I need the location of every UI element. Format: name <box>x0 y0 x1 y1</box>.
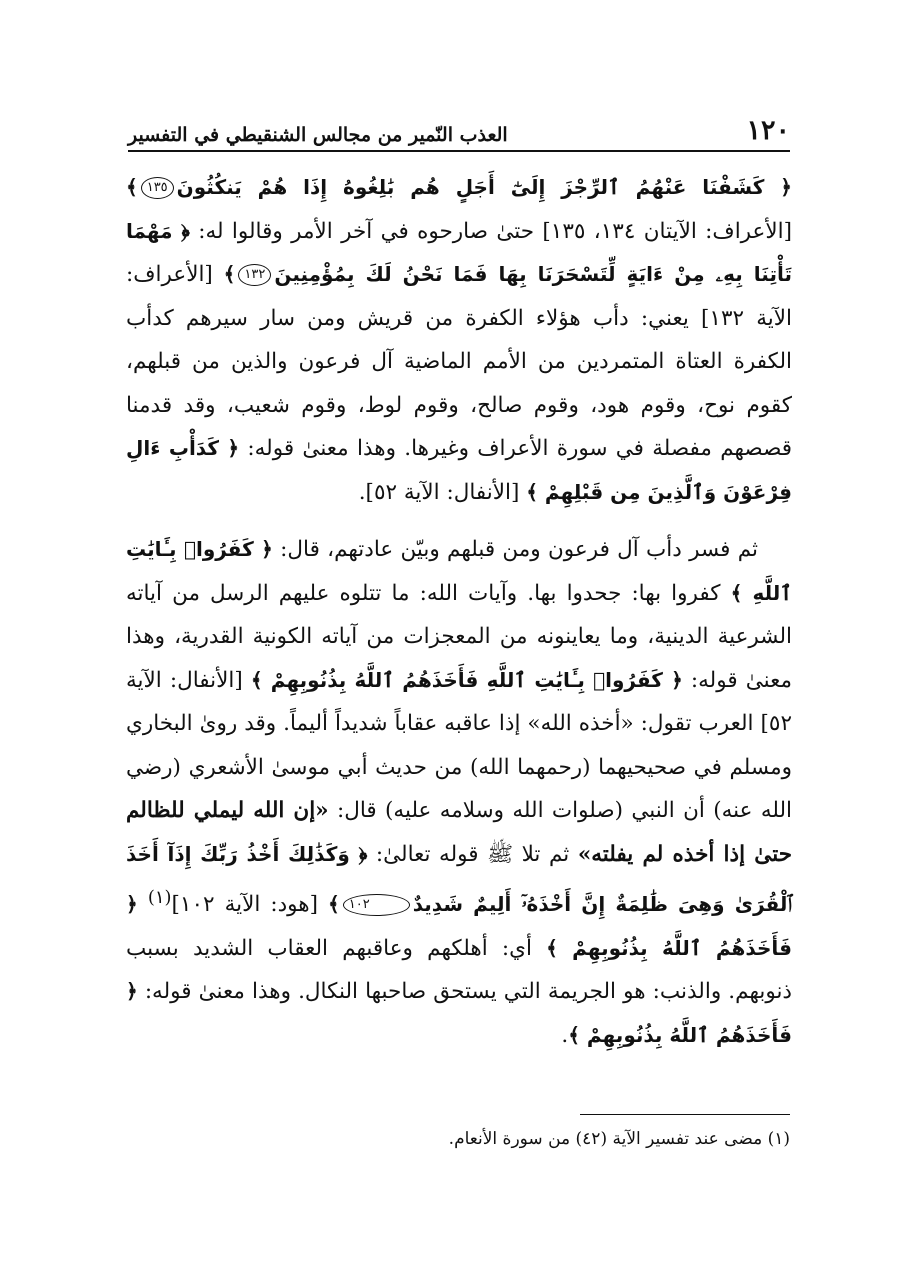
quran-verse: ﴿ فَأَخَذَهُمُ ٱللَّهُ بِذُنُوبِهِمْ ﴾ <box>126 892 792 960</box>
quran-verse: ﴿ مَهْمَا تَأْتِنَا بِهِۦ مِنْ ءَايَةٍ لِّتَسْحَرَنَا بِهَا فَمَا نَحْنُ لَكَ بِمُؤْمِنِينَ <box>126 218 792 286</box>
body-text: [الأعراف: الآيتان ١٣٤، ١٣٥] حتىٰ صارحوه في آخر الأمر وقالوا له: <box>189 218 792 244</box>
quran-verse: ﴿ كَدَأْبِ ءَالِ فِرْعَوْنَ وَٱلَّذِينَ مِن قَبْلِهِمْ ﴾ <box>126 436 792 504</box>
body-text: [الأعراف: الآية ١٣٢] يعني: دأب هؤلاء الكفرة من قريش ومن سار سيرهم كدأب الكفرة العتاة المتمردين من الأمم الماضية آل فرعون والذين من قبلهم، كقوم نوح، وقوم هود، وقوم صالح، وقوم لوط، وقوم شعيب، وقد قدمنا قصصهم مفصلة في سورة الأعراف وغيرها. وهذا معنىٰ قوله: <box>126 262 792 461</box>
running-title: العذب النّمير من مجالس الشنقيطي في التفسير <box>128 124 508 146</box>
body-text: . <box>561 1022 569 1048</box>
verse-close-bracket: ﴾ <box>126 175 138 199</box>
footnote-divider <box>580 1114 790 1115</box>
quran-verse: ﴿ فَأَخَذَهُمُ ٱللَّهُ بِذُنُوبِهِمْ ﴾ <box>126 979 792 1047</box>
quran-verse: ﴿ كَفَرُوا۟ بِـَٔايَٰتِ ٱللَّهِ ﴾ <box>126 537 793 605</box>
footnote-reference: (١) <box>147 887 172 908</box>
page-body <box>126 166 792 1057</box>
quran-verse: ﴿ كَفَرُوا۟ بِـَٔايَٰتِ ٱللَّهِ فَأَخَذَهُمُ ٱللَّهُ بِذُنُوبِهِمْ ﴾ <box>250 667 683 692</box>
paragraph-1 <box>126 166 792 514</box>
page-header <box>128 110 790 152</box>
body-text: ثم فسر دأب آل فرعون ومن قبلهم وبيّن عادتهم، قال: <box>272 537 758 562</box>
body-text: ثم تلا ﷺ قوله تعالىٰ: <box>367 841 578 867</box>
body-text: [الأنفال: الآية ٥٢]. <box>358 479 527 505</box>
ayah-number-marker: ١٠٢ <box>343 894 410 916</box>
quran-verse: ﴿ كَشَفْنَا عَنْهُمُ ٱلرِّجْزَ إِلَىٰٓ أَجَلٍ هُم بَٰلِغُوهُ إِذَا هُمْ يَنكُثُونَ <box>176 175 792 199</box>
page-number: ١٢٠ <box>746 115 790 146</box>
verse-close-bracket: ﴾ <box>223 262 236 286</box>
hadith-quote: «إن الله ليملي للظالم حتىٰ إذا أخذه لم يفلته» <box>126 798 792 867</box>
verse-close-bracket: ﴾ <box>328 892 340 917</box>
body-text: [الأنفال: الآية ٥٢] العرب تقول: «أخذه الله» إذا عاقبه عقاباً شديداً أليماً. وقد روىٰ البخاري ومسلم في صحيحيهما (رحمهما الله) من حديث أبي موسىٰ الأشعري (رضي الله عنه) أن النبي (صلوات الله وسلامه عليه) قال: <box>126 667 792 823</box>
body-text: أي: أهلكهم وعاقبهم العقاب الشديد بسبب ذنوبهم. والذنب: هو الجريمة التي يستحق صاحبها النكال. وهذا معنىٰ قوله: <box>126 935 792 1005</box>
footnote: (١) مضى عند تفسير الآية (٤٢) من سورة الأنعام. <box>448 1129 790 1149</box>
ayah-number-marker: ١٣٥ <box>141 177 174 199</box>
body-text: [هود: الآية ١٠٢] <box>171 892 329 918</box>
ayah-number-marker: ١٣٢ <box>238 264 271 286</box>
body-text: كفروا بها: جحدوا بها. وآيات الله: ما تتلوه عليهم الرسل من آياته الشرعية الدينية، وما يعاينونه من المعجزات من آياته الكونية القدرية، وهذا معنىٰ قوله: <box>126 580 793 693</box>
quran-verse: ﴿ وَكَذَٰلِكَ أَخْذُ رَبِّكَ إِذَآ أَخَذَ ٱلْقُرَىٰ وَهِىَ ظَٰلِمَةٌ إِنَّ أَخْذَهُۥٓ أَلِيمٌ شَدِيدٌ <box>126 841 793 917</box>
paragraph-2 <box>126 528 792 1057</box>
